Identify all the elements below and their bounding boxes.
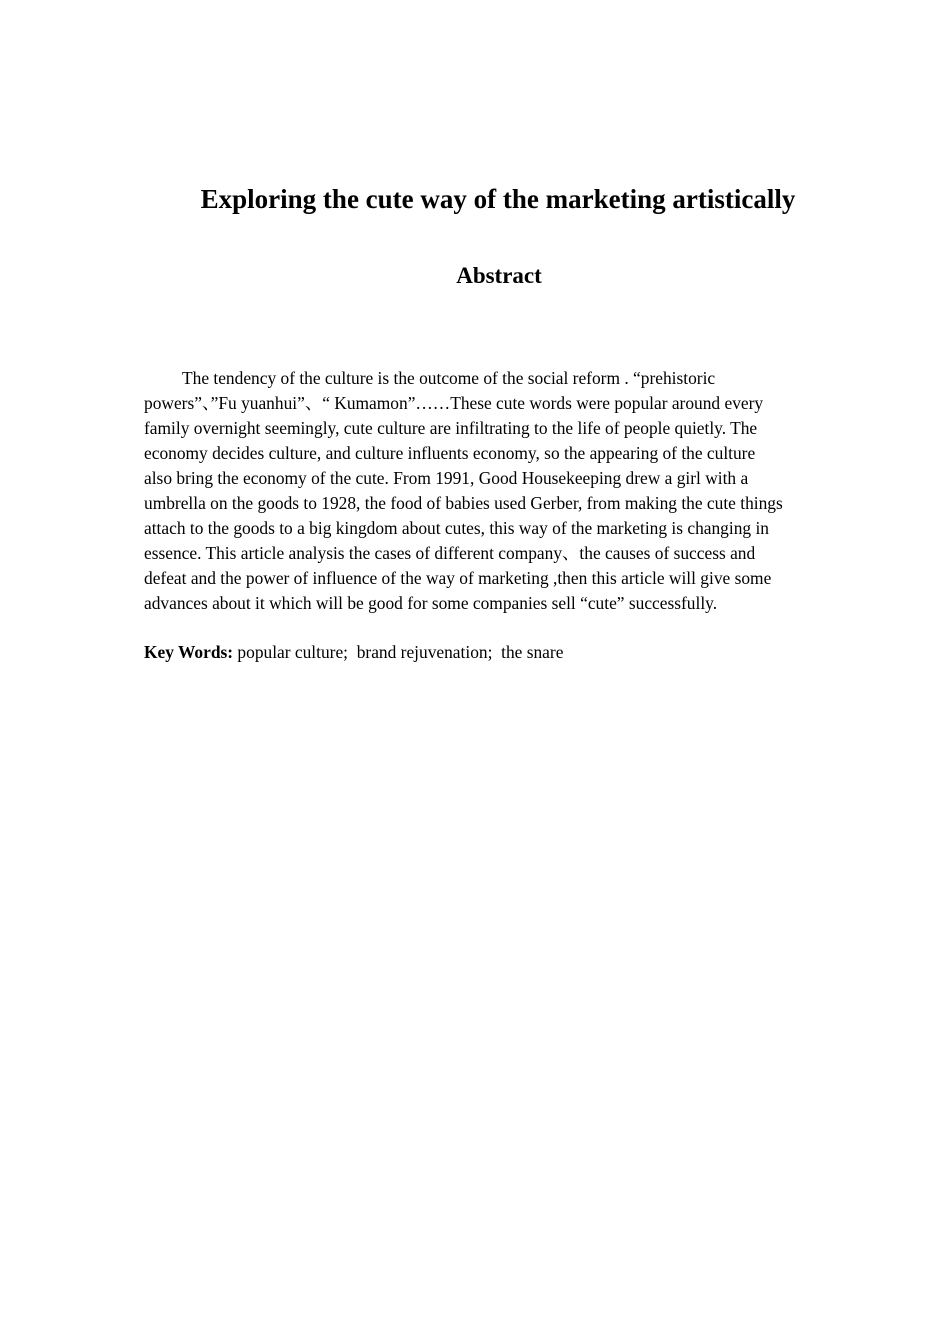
keywords-line bbox=[144, 640, 563, 665]
abstract-line: powers”、”Fu yuanhui”、“ Kumamon”……These cute words were popular around every bbox=[144, 393, 764, 413]
paper-title: Exploring the cute way of the marketing artistically bbox=[200, 184, 796, 214]
abstract-line: economy decides culture, and culture influents economy, so the appearing of the culture bbox=[144, 443, 756, 463]
keyword-item: brand rejuvenation; bbox=[356, 642, 493, 662]
abstract-line: family overnight seemingly, cute culture are infiltrating to the life of people quietly. The bbox=[144, 418, 758, 438]
abstract-line: essence. This article analysis the cases of different company、the causes of success and bbox=[144, 543, 756, 563]
keywords-label: Key Words: bbox=[144, 642, 234, 662]
keyword-item: popular culture; bbox=[237, 642, 349, 662]
abstract-line: The tendency of the culture is the outcome of the social reform . “prehistoric bbox=[182, 368, 716, 388]
abstract-line: attach to the goods to a big kingdom about cutes, this way of the marketing is changing in bbox=[144, 518, 769, 538]
abstract-line: also bring the economy of the cute. From 1991, Good Housekeeping drew a girl with a bbox=[144, 468, 749, 488]
keyword-item: the snare bbox=[501, 642, 564, 662]
abstract-line: defeat and the power of influence of the way of marketing ,then this article will give some bbox=[144, 568, 772, 588]
abstract-line: umbrella on the goods to 1928, the food of babies used Gerber, from making the cute things bbox=[144, 493, 783, 513]
abstract-heading: Abstract bbox=[456, 263, 542, 288]
abstract-line: advances about it which will be good for some companies sell “cute” successfully. bbox=[144, 593, 718, 613]
abstract-paragraph bbox=[144, 366, 852, 616]
